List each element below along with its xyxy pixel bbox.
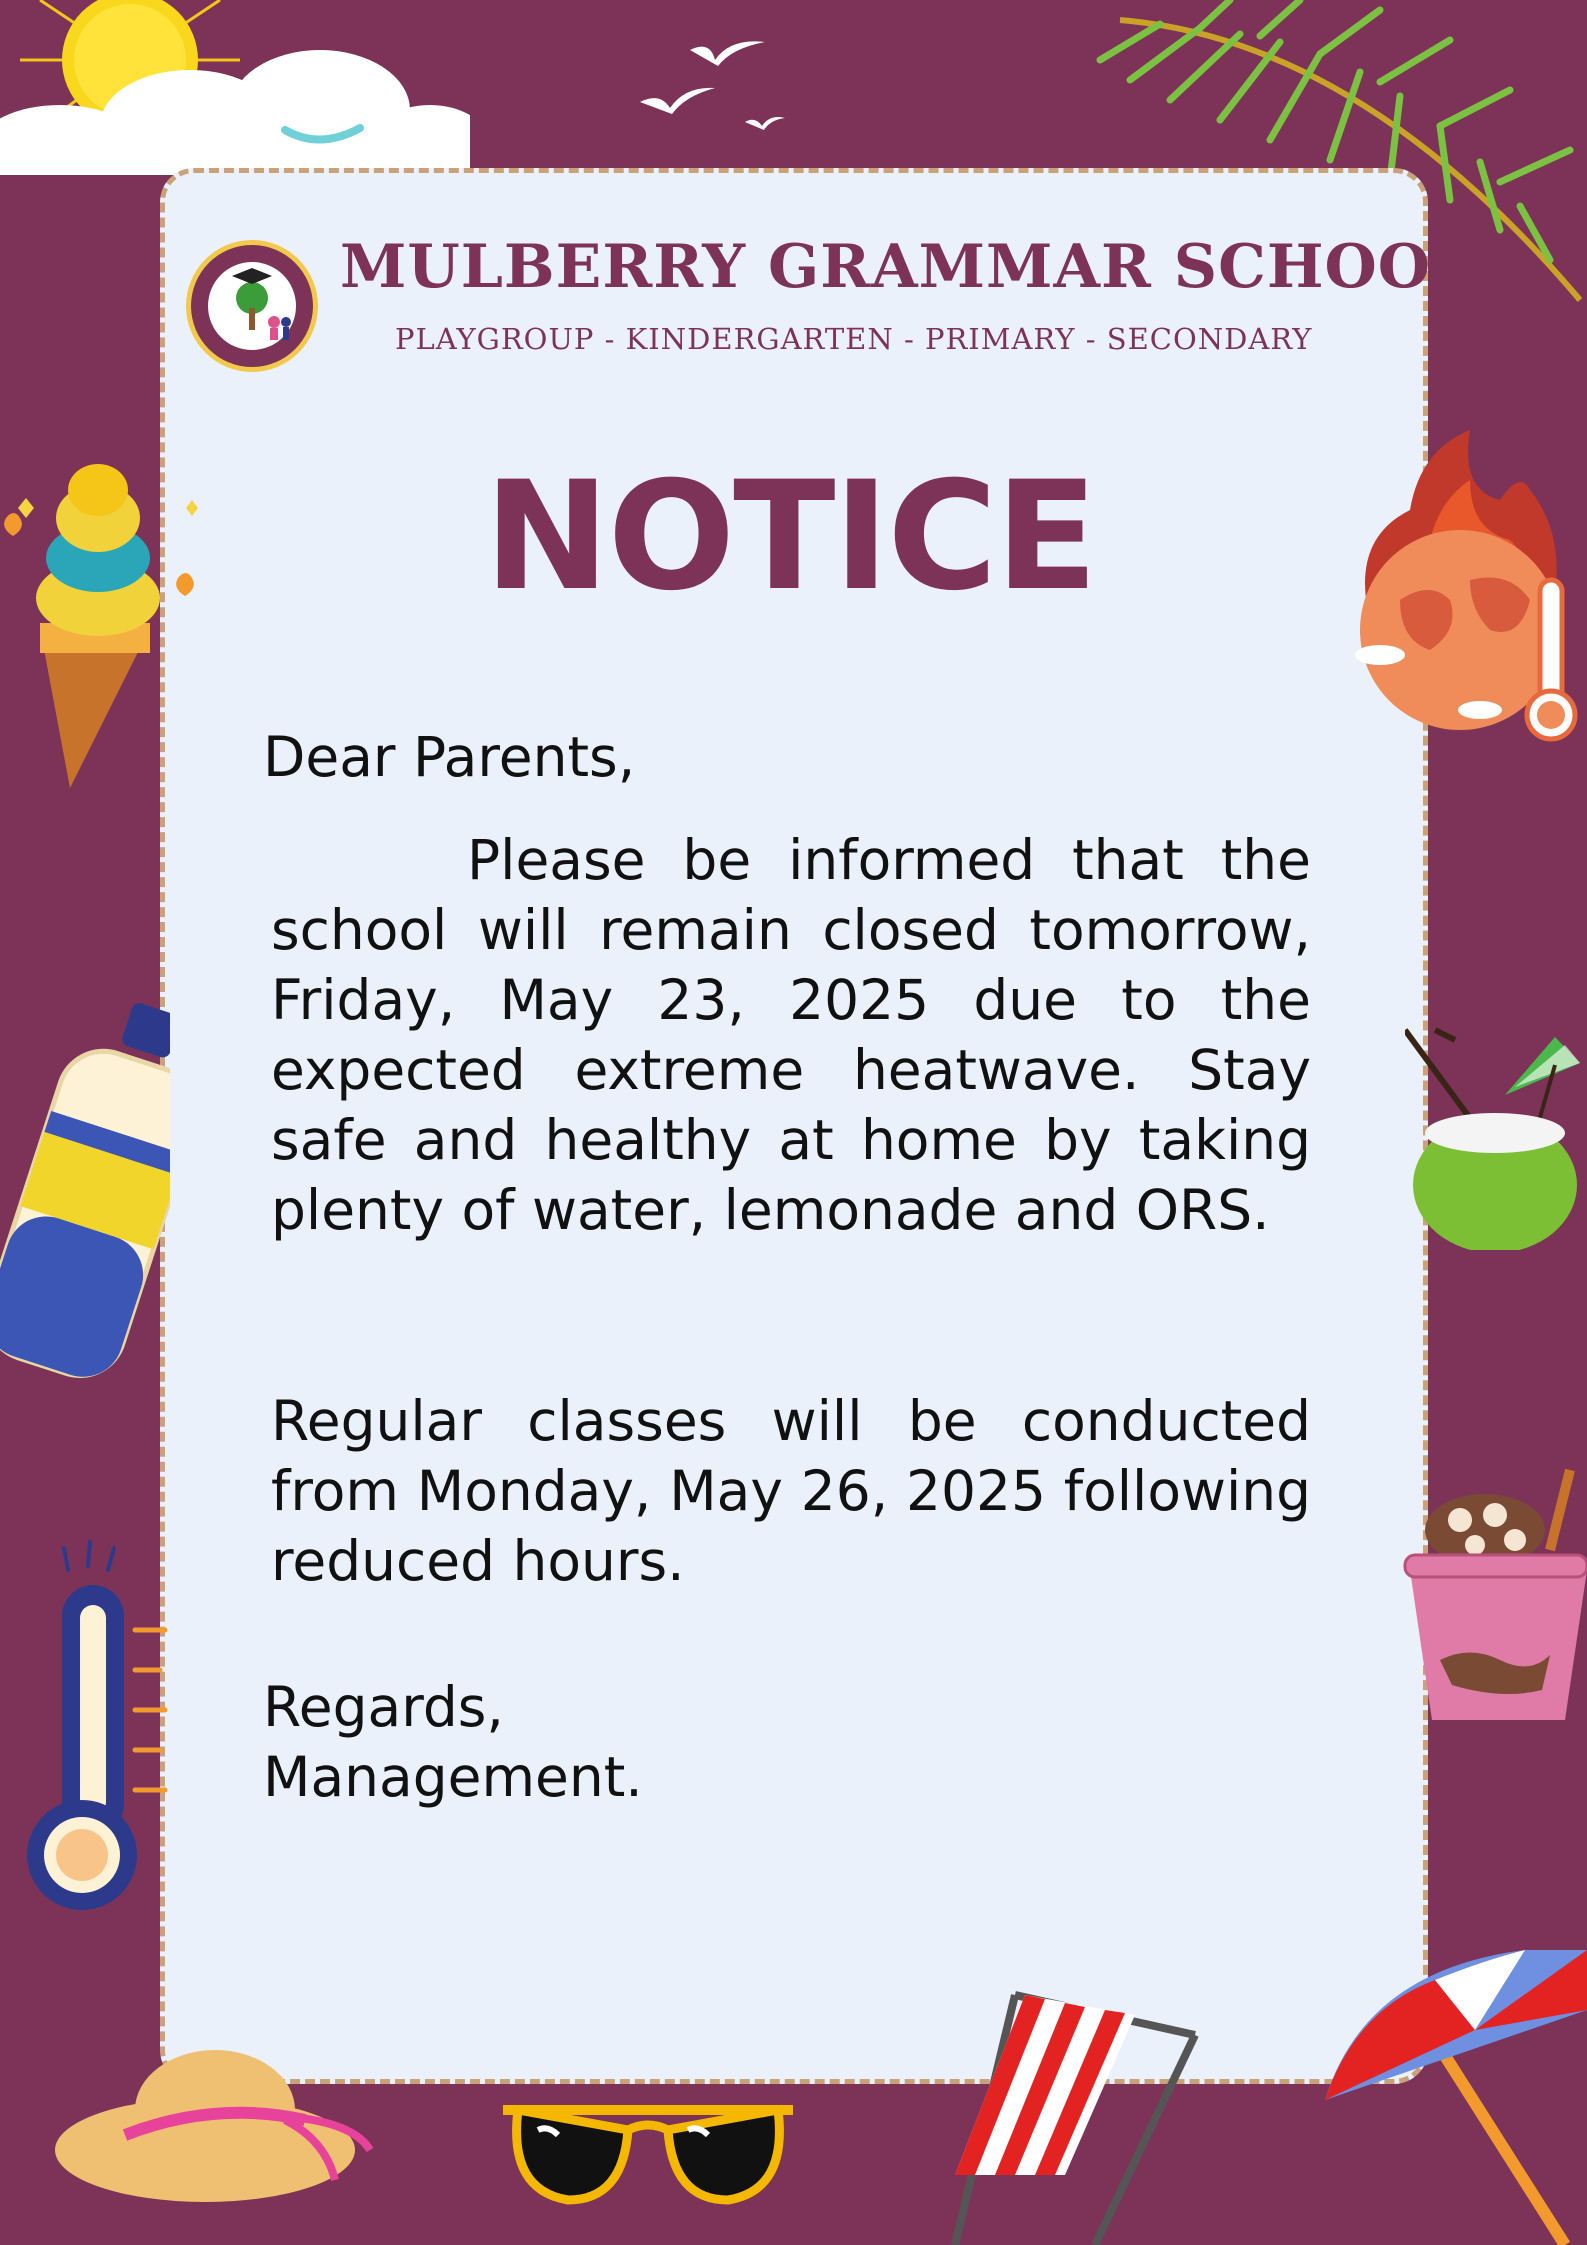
closing: Regards, <box>263 1675 504 1739</box>
water-bottle-icon <box>0 995 170 1380</box>
thermometer-icon <box>10 1540 175 1910</box>
smoothie-icon <box>1400 1460 1587 1730</box>
notice-paragraph-2: Regular classes will be conducted from Monday, May 26, 2025 following reduced hours. <box>271 1389 1311 1593</box>
school-name: MULBERRY GRAMMAR SCHOOL <box>340 232 1475 302</box>
sunglasses-icon <box>498 2090 798 2220</box>
cloud-icon <box>0 50 470 175</box>
sun-hat-icon <box>55 2030 375 2210</box>
ice-cream-icon <box>0 448 200 788</box>
burning-earth-icon <box>1330 430 1587 750</box>
signature: Management. <box>263 1745 643 1809</box>
school-logo-icon <box>184 238 320 374</box>
notice-title: NOTICE <box>484 450 1096 624</box>
salutation: Dear Parents, <box>263 725 636 789</box>
beach-umbrella-icon <box>1325 1950 1587 2245</box>
birds-icon <box>640 30 810 140</box>
school-tagline: PLAYGROUP - KINDERGARTEN - PRIMARY - SECONDARY <box>395 322 1313 356</box>
beach-chair-icon <box>945 1975 1215 2245</box>
coconut-drink-icon <box>1405 1025 1587 1250</box>
notice-paragraph-1: Please be informed that the school will remain closed tomorrow, Friday, May 23, 2025 due to the expected extreme heatwave. Stay safe and healthy at home by taking plenty of water, lemonade and ORS. <box>271 828 1311 1242</box>
